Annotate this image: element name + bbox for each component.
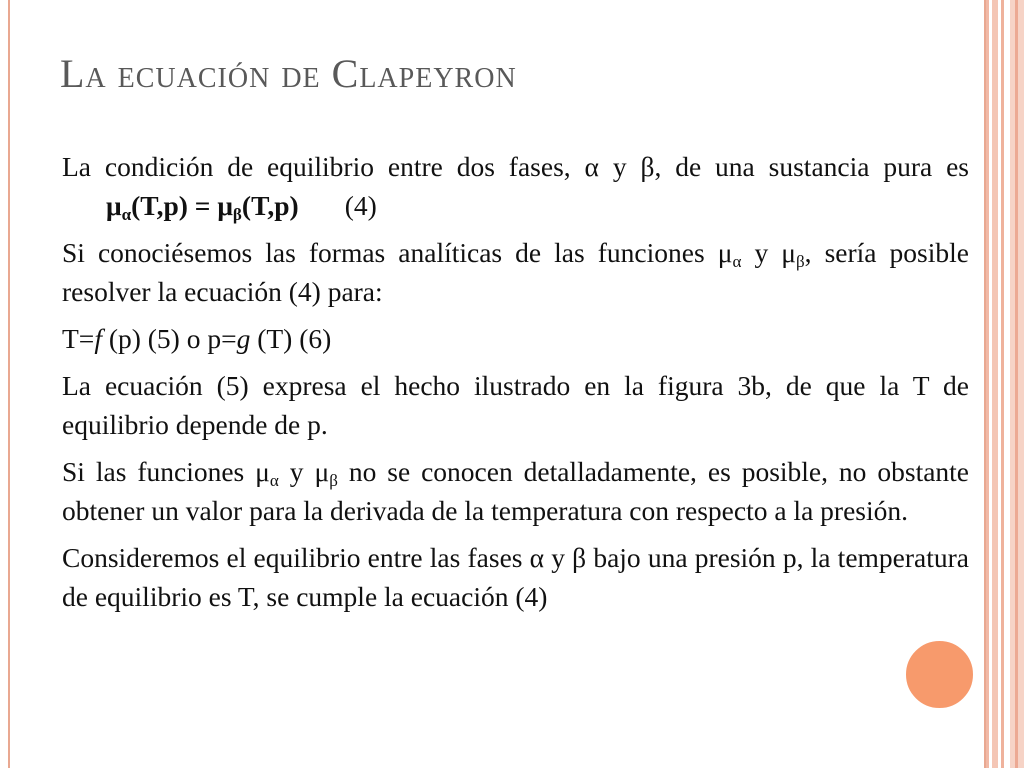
decorative-orange-circle bbox=[903, 638, 976, 711]
paragraph-consider-equilibrium: Consideremos el equilibrio entre las fases α y β bajo una presión p, la temperatura de equilibrio es T, se cumple la ecuación (4) bbox=[62, 542, 969, 612]
paragraph-derivative: Si las funciones μα y μβ no se conocen detalladamente, es posible, no obstante obtener un valor para la derivada de la temperatura con respecto a la presión. bbox=[62, 456, 970, 526]
paragraph-analytic-forms: Si conociésemos las formas analíticas de las funciones μα y μβ, sería posible resolver la ecuación (4) para: bbox=[62, 237, 969, 307]
paragraph-equilibrium-condition bbox=[62, 147, 969, 225]
paragraph-text: La condición de equilibrio entre dos fases, α y β, de una sustancia pura es bbox=[62, 151, 969, 182]
equation-number: (4) bbox=[344, 190, 377, 221]
slide-title: La ecuación de Clapeyron bbox=[60, 51, 517, 96]
slide-body bbox=[62, 147, 969, 624]
decorative-stripes bbox=[986, 0, 1024, 768]
equation-4: μα(T,p) = μβ(T,p) bbox=[106, 190, 299, 225]
paragraph-functions: T=f (p) (5) o p=g (T) (6) bbox=[62, 323, 332, 354]
paragraph-equation-5: La ecuación (5) expresa el hecho ilustrado en la figura 3b, de que la T de equilibrio depende de p. bbox=[62, 370, 969, 440]
